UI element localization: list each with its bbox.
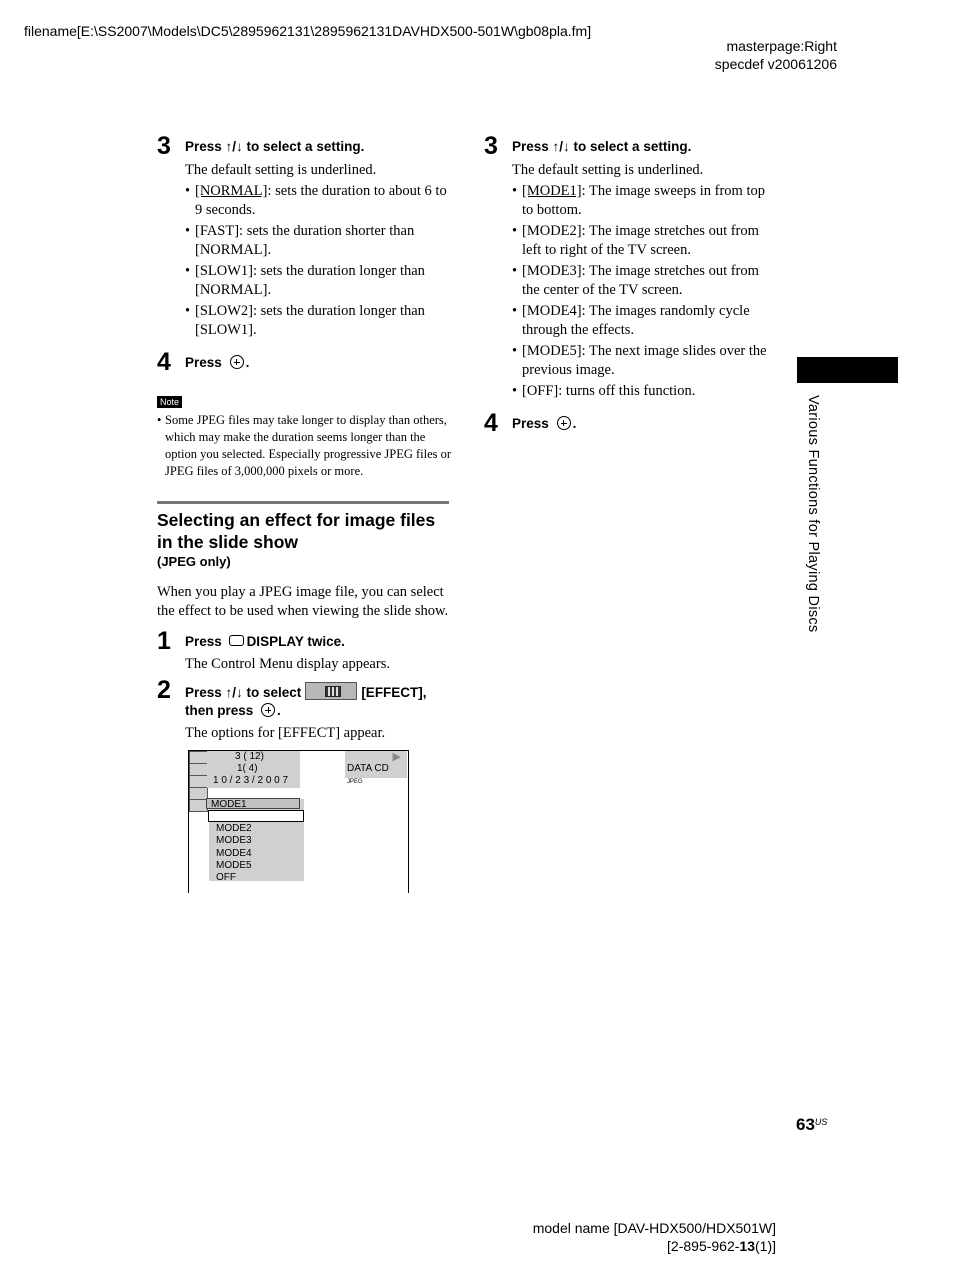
left-step-4: 4 Press . — [157, 348, 250, 376]
step-heading: Press — [185, 634, 222, 649]
list-item[interactable]: MODE4 — [216, 847, 252, 859]
list-item: • [OFF]: turns off this function. — [512, 382, 776, 401]
list-item-text: : The image sweeps in from top to bottom. — [522, 183, 765, 218]
model-name: model name [DAV-HDX500/HDX501W] — [532, 1220, 776, 1236]
section-step-1 — [157, 627, 452, 674]
page-number-value: 63 — [796, 1115, 815, 1134]
chapter-tab — [797, 357, 898, 383]
disc-type: DATA CD — [347, 763, 389, 774]
effect-menu-icon — [305, 682, 357, 700]
section-step-2: 2 Press ↑/↓ to select [EFFECT], then press . The options for [EFFECT] appear. — [157, 682, 452, 743]
display-button-icon — [229, 635, 244, 646]
step-heading: Press ↑/↓ to select — [185, 685, 302, 700]
list-item-text: : sets the duration to about 6 to 9 seconds. — [195, 183, 447, 218]
note-block — [157, 392, 452, 480]
list-item: • [MODE5]: The next image slides over the previous image. — [512, 342, 776, 380]
step-body: The Control Menu display appears. — [185, 656, 390, 672]
list-item: • [SLOW1]: sets the duration longer than [NORMAL]. — [185, 262, 452, 300]
section-intro: When you play a JPEG image file, you can select the effect to be used when viewing the slide show. — [157, 584, 449, 619]
right-column — [484, 132, 776, 437]
code-part-bold: 13 — [739, 1238, 755, 1254]
step-number: 3 — [157, 132, 171, 160]
list-item: • [SLOW2]: sets the duration longer than [SLOW1]. — [185, 302, 452, 340]
step-number: 3 — [484, 132, 498, 160]
left-step-3 — [157, 132, 452, 340]
osd-line: 3 ( 12) — [235, 751, 264, 762]
step-number: 4 — [157, 348, 171, 376]
list-item[interactable]: MODE2 — [216, 823, 252, 835]
list-item[interactable]: MODE5 — [216, 859, 252, 871]
section-subtitle: (JPEG only) — [157, 554, 231, 569]
section-title: Selecting an effect for image files in the slide show — [157, 510, 436, 552]
step-number: 2 — [157, 676, 171, 704]
page-number — [796, 1115, 827, 1135]
step-heading: Press — [512, 416, 549, 431]
option-highlight — [208, 810, 304, 822]
enter-button-icon — [557, 416, 571, 430]
default-note: The default setting is underlined. — [185, 162, 377, 178]
list-item[interactable]: MODE3 — [216, 835, 252, 847]
enter-button-icon — [230, 355, 244, 369]
note-badge: Note — [157, 396, 182, 408]
section-rule — [157, 501, 449, 504]
osd-disc-panel — [345, 751, 407, 785]
underlined-option: [MODE1] — [522, 183, 582, 199]
step-heading: Press ↑/↓ to select a setting. — [512, 139, 692, 154]
osd-date: 1 0 / 2 3 / 2 0 0 7 — [213, 775, 289, 786]
chapter-label: Various Functions for Playing Discs — [805, 395, 821, 633]
osd-line: 1( 4) — [237, 763, 258, 774]
note-text: • Some JPEG files may take longer to display than others, which may make the duration seems longer than the option you selected. Especially progressive JPEG files or JPEG files of 3,000,000 pixels or more. — [157, 412, 457, 480]
step-heading: Press — [185, 355, 222, 370]
underlined-option: [NORMAL] — [195, 183, 268, 199]
section — [157, 501, 449, 621]
list-item — [185, 182, 452, 220]
step-body: The options for [EFFECT] appear. — [185, 725, 386, 741]
list-item: • [FAST]: sets the duration shorter than [NORMAL]. — [185, 222, 452, 260]
list-item: • [MODE4]: The images randomly cycle through the effects. — [512, 302, 776, 340]
filename-header: filename[E:\SS2007\Models\DC5\2895962131\2895962131DAVHDX500-501W\gb08pla.fm] — [24, 23, 592, 39]
list-item: • [MODE3]: The image stretches out from the center of the TV screen. — [512, 262, 776, 300]
code-part: [2-895-962- — [667, 1238, 740, 1254]
specdef-header: specdef v20061206 — [714, 56, 837, 72]
step-number: 4 — [484, 409, 498, 437]
step-heading: Press ↑/↓ to select a setting. — [185, 139, 365, 154]
enter-button-icon — [261, 703, 275, 717]
step-heading-cont: then press — [185, 703, 254, 718]
page-suffix: US — [814, 1117, 828, 1127]
list-item[interactable]: OFF — [216, 872, 236, 884]
play-icon: ▶ — [392, 751, 401, 763]
default-note: The default setting is underlined. — [512, 162, 704, 178]
masterpage-header: masterpage:Right — [726, 38, 837, 54]
disc-type-small: JPEG — [347, 779, 363, 785]
step-heading-rest: [EFFECT], — [361, 685, 427, 700]
current-setting: MODE1 — [206, 798, 300, 809]
osd-info-panel — [207, 751, 300, 788]
list-item: • [MODE2]: The image stretches out from left to right of the TV screen. — [512, 222, 776, 260]
step-number: 1 — [157, 627, 171, 655]
list-item — [512, 182, 776, 220]
right-step-4: 4 Press . — [484, 409, 577, 437]
code-part: (1)] — [755, 1238, 776, 1254]
control-menu-display — [188, 750, 409, 893]
document-code — [480, 1237, 776, 1255]
left-column — [157, 132, 452, 743]
right-step-3 — [484, 132, 776, 401]
step-heading-rest: DISPLAY twice. — [246, 634, 345, 649]
